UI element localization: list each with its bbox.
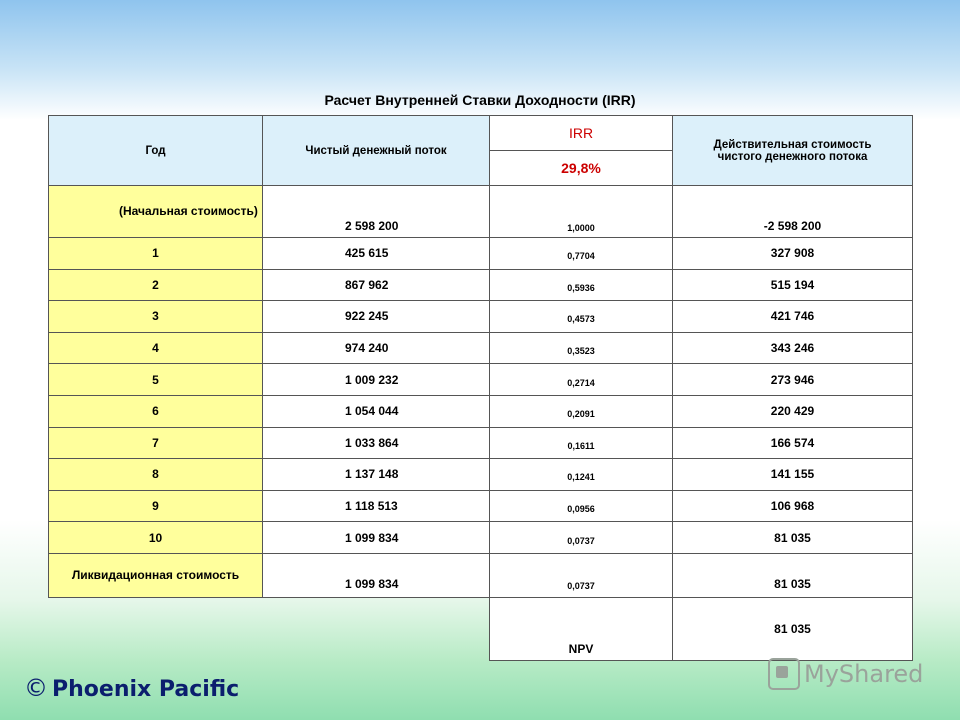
- liquidation-factor: 0,0737: [490, 553, 673, 597]
- present-value-cell: 220 429: [673, 395, 913, 427]
- liquidation-present-value: 81 035: [673, 553, 913, 597]
- brand-watermark: [768, 656, 923, 692]
- present-value-cell: 166 574: [673, 427, 913, 459]
- irr-table: [48, 115, 913, 661]
- table-row: [49, 269, 913, 301]
- table-row-initial: [49, 186, 913, 238]
- year-cell: 1: [49, 238, 263, 270]
- npv-label: NPV: [490, 597, 673, 660]
- present-value-cell: 106 968: [673, 490, 913, 522]
- header-year: Год: [49, 116, 263, 186]
- table-title: Расчет Внутренней Ставки Доходности (IRR): [324, 92, 636, 108]
- discount-factor-cell: 0,4573: [490, 301, 673, 333]
- year-cell: 8: [49, 459, 263, 491]
- cashflow-cell: 1 009 232: [263, 364, 490, 396]
- initial-cost-label: (Начальная стоимость): [49, 186, 263, 238]
- npv-spacer: [49, 597, 263, 660]
- npv-value: 81 035: [673, 597, 913, 660]
- present-value-cell: 81 035: [673, 522, 913, 554]
- header-irr-label: IRR: [490, 116, 673, 151]
- present-value-cell: 141 155: [673, 459, 913, 491]
- table-row: [49, 522, 913, 554]
- year-cell: 9: [49, 490, 263, 522]
- table-row: [49, 427, 913, 459]
- present-value-cell: 343 246: [673, 332, 913, 364]
- year-cell: 5: [49, 364, 263, 396]
- header-cashflow: Чистый денежный поток: [263, 116, 490, 186]
- initial-present-value: -2 598 200: [673, 186, 913, 238]
- cashflow-cell: 922 245: [263, 301, 490, 333]
- discount-factor-cell: 0,2091: [490, 395, 673, 427]
- present-value-cell: 515 194: [673, 269, 913, 301]
- brand-logo-icon: [768, 658, 800, 690]
- discount-factor-cell: 0,0737: [490, 522, 673, 554]
- year-cell: 4: [49, 332, 263, 364]
- year-cell: 10: [49, 522, 263, 554]
- copyright-symbol: ©: [24, 674, 48, 702]
- discount-factor-cell: 0,1241: [490, 459, 673, 491]
- table-row: [49, 490, 913, 522]
- present-value-cell: 327 908: [673, 238, 913, 270]
- table-row: [49, 301, 913, 333]
- cashflow-cell: 1 099 834: [263, 522, 490, 554]
- npv-spacer: [263, 597, 490, 660]
- discount-factor-cell: 0,5936: [490, 269, 673, 301]
- discount-factor-cell: 0,7704: [490, 238, 673, 270]
- copyright: [24, 674, 239, 702]
- cashflow-cell: 974 240: [263, 332, 490, 364]
- present-value-cell: 421 746: [673, 301, 913, 333]
- present-value-cell: 273 946: [673, 364, 913, 396]
- liquidation-label: Ликвидационная стоимость: [49, 553, 263, 597]
- table-row-npv: [49, 597, 913, 660]
- table-row: [49, 395, 913, 427]
- cashflow-cell: 1 054 044: [263, 395, 490, 427]
- discount-factor-cell: 0,0956: [490, 490, 673, 522]
- year-cell: 2: [49, 269, 263, 301]
- discount-factor-cell: 0,1611: [490, 427, 673, 459]
- table-row: [49, 332, 913, 364]
- company-name: Phoenix Pacific: [52, 677, 240, 702]
- initial-factor: 1,0000: [490, 186, 673, 238]
- irr-value: 29,8%: [490, 151, 673, 186]
- year-cell: 3: [49, 301, 263, 333]
- table-row: [49, 238, 913, 270]
- cashflow-cell: 1 137 148: [263, 459, 490, 491]
- table-row: [49, 459, 913, 491]
- header-present-value: Действительная стоимость чистого денежного потока: [673, 116, 913, 186]
- year-cell: 6: [49, 395, 263, 427]
- discount-factor-cell: 0,3523: [490, 332, 673, 364]
- cashflow-cell: 425 615: [263, 238, 490, 270]
- initial-cashflow: 2 598 200: [263, 186, 490, 238]
- cashflow-cell: 867 962: [263, 269, 490, 301]
- cashflow-cell: 1 033 864: [263, 427, 490, 459]
- table-row: [49, 364, 913, 396]
- cashflow-cell: 1 118 513: [263, 490, 490, 522]
- liquidation-cashflow: 1 099 834: [263, 553, 490, 597]
- discount-factor-cell: 0,2714: [490, 364, 673, 396]
- table-row-liquidation: [49, 553, 913, 597]
- brand-name: MyShared: [804, 660, 924, 688]
- year-cell: 7: [49, 427, 263, 459]
